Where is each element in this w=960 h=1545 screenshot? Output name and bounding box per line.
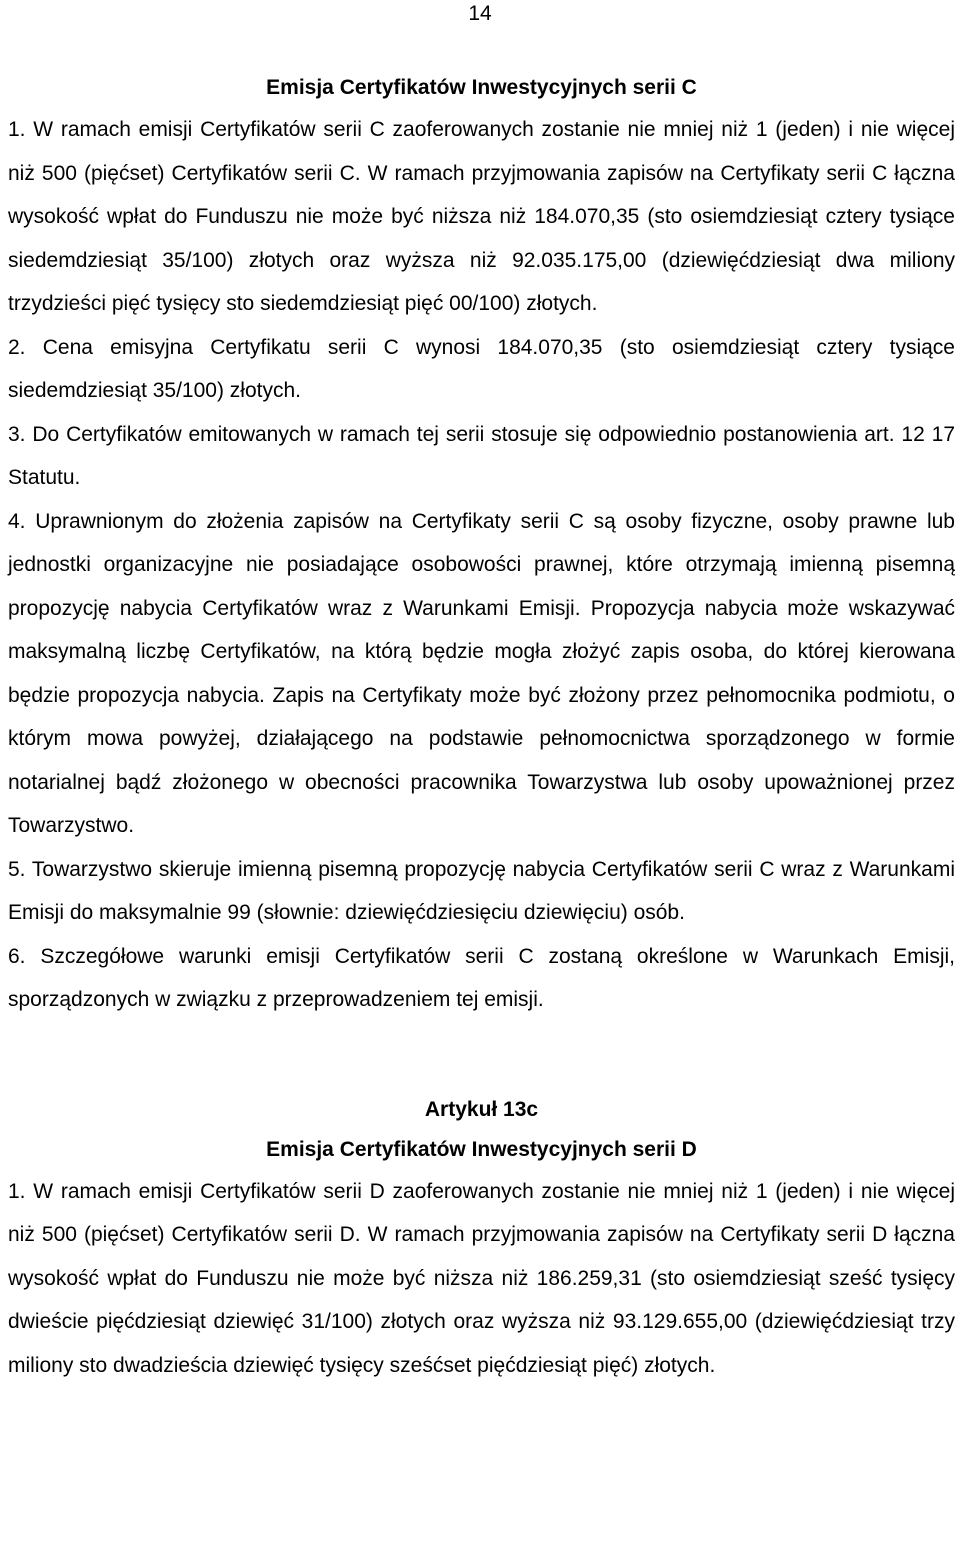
- section-c-paragraph-3: 3. Do Certyfikatów emitowanych w ramach tej serii stosuje się odpowiednio postanowienia art. 12 17 Statutu.: [8, 422, 955, 489]
- page-number: 14: [468, 2, 492, 25]
- section-spacer: [8, 1022, 955, 1090]
- article-13c-subtitle: Emisja Certyfikatów Inwestycyjnych serii D: [266, 1137, 697, 1161]
- section-c-paragraph-6: 6. Szczegółowe warunki emisji Certyfikatów serii C zostaną określone w Warunkach Emisji, sporządzonych w związku z przeprowadzeniem tej emisji.: [8, 944, 955, 1011]
- section-c-title: Emisja Certyfikatów Inwestycyjnych serii C: [266, 76, 697, 99]
- section-c-paragraph-4: 4. Uprawnionym do złożenia zapisów na Certyfikaty serii C są osoby fizyczne, osoby prawne lub jednostki organizacyjne nie posiadające osobowości prawnej, które otrzymają imienną pisemną propozycję nabycia Certyfikatów wraz z Warunkami Emisji. Propozycja nabycia może wskazywać maksymalną liczbę Certyfikatów, na którą będzie mogła złożyć zapis osoba, do której kierowana będzie propozycja nabycia. Zapis na Certyfikaty może być złożony przez pełnomocnika podmiotu, o którym mowa powyżej, działającego na podstawie pełnomocnictwa sporządzonego w formie notarialnej bądź złożonego w obecności pracownika Towarzystwa lub osoby upoważnionej przez Towarzystwo.: [8, 509, 955, 837]
- section-c-paragraph-5: 5. Towarzystwo skieruje imienną pisemną propozycję nabycia Certyfikatów serii C wraz z Warunkami Emisji do maksymalnie 99 (słownie: dziewięćdziesięciu dziewięciu) osób.: [8, 857, 955, 924]
- article-13c-title: Artykuł 13c: [424, 1097, 539, 1121]
- section-c-paragraph-2: 2. Cena emisyjna Certyfikatu serii C wynosi 184.070,35 (sto osiemdziesiąt cztery tysiące siedemdziesiąt 35/100) złotych.: [8, 335, 955, 402]
- document-body: [8, 68, 955, 1387]
- section-c-paragraph-1: 1. W ramach emisji Certyfikatów serii C zaoferowanych zostanie nie mniej niż 1 (jeden) i nie więcej niż 500 (pięćset) Certyfikatów serii C. W ramach przyjmowania zapisów na Certyfikaty serii C łączna wysokość wpłat do Funduszu nie może być niższa niż 184.070,35 (sto osiemdziesiąt cztery tysiące siedemdziesiąt 35/100) złotych oraz wyższa niż 92.035.175,00 (dziewięćdziesiąt dwa miliony trzydzieści pięć tysięcy sto siedemdziesiąt pięć 00/100) złotych.: [8, 118, 955, 315]
- article-13c-paragraph-1: 1. W ramach emisji Certyfikatów serii D zaoferowanych zostanie nie mniej niż 1 (jeden) i nie więcej niż 500 (pięćset) Certyfikatów serii D. W ramach przyjmowania zapisów na Certyfikaty serii D łączna wysokość wpłat do Funduszu nie może być niższa niż 186.259,31 (sto osiemdziesiąt sześć tysięcy dwieście pięćdziesiąt dziewięć 31/100) złotych oraz wyższa niż 93.129.655,00 (dziewięćdziesiąt trzy miliony sto dwadzieścia dziewięć tysięcy sześćset pięćdziesiąt pięć) złotych.: [8, 1179, 955, 1377]
